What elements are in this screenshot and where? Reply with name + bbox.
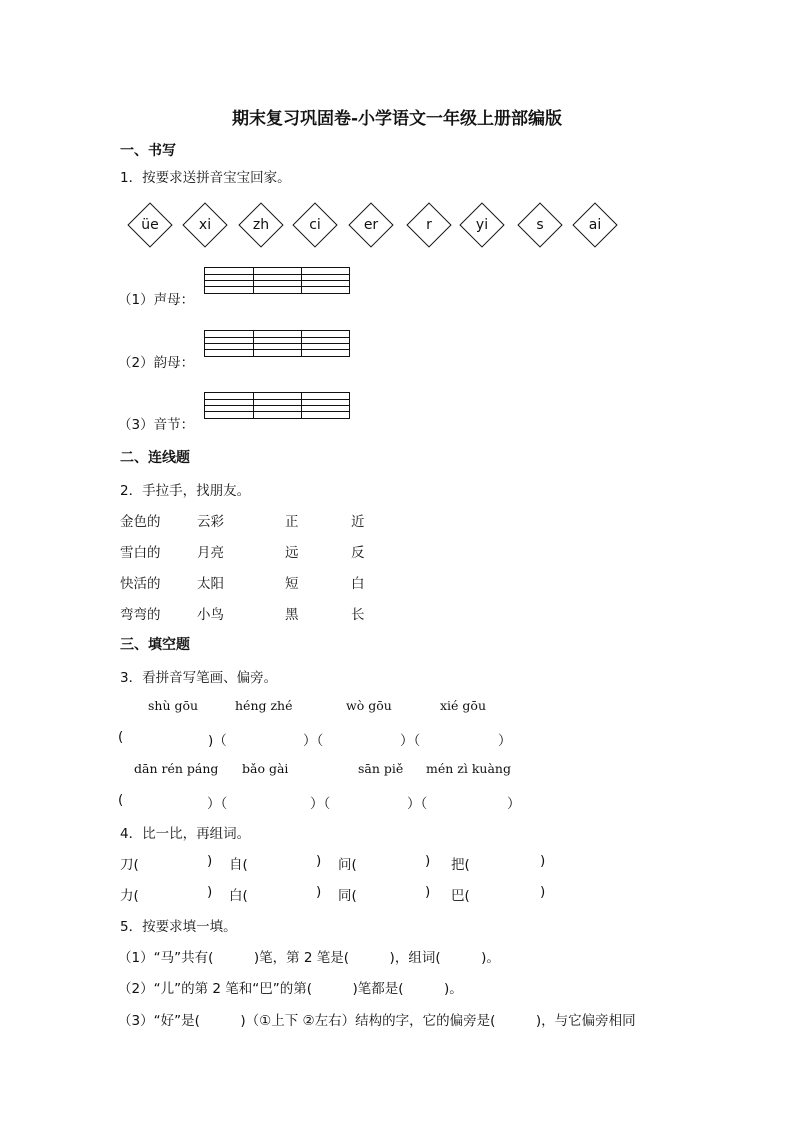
match-word[interactable]: 雪白的 [120,545,161,561]
section-heading-matching: 二、连线题 [120,450,190,466]
match-word[interactable]: 小鸟 [197,607,224,623]
pinyin-diamond: er [348,202,394,248]
answer-blank[interactable]: ） [498,733,512,749]
match-word[interactable]: 太阳 [197,576,224,592]
match-word[interactable]: 短 [285,576,299,592]
match-word[interactable]: 黑 [285,607,299,623]
match-word[interactable]: 快活的 [120,576,161,592]
compare-char: 自( [229,857,248,873]
answer-blank[interactable]: ( [118,792,124,808]
answer-blank[interactable]: ） [507,796,521,812]
pinyin-writing-grid[interactable] [204,392,350,419]
pinyin-diamond: xi [182,202,228,248]
match-word[interactable]: 反 [351,545,365,561]
answer-blank[interactable]: ) [425,884,431,900]
compare-char: 把( [451,857,470,873]
question-3: 3．看拼音写笔画、偏旁。 [120,670,278,686]
match-word[interactable]: 近 [351,514,365,530]
pinyin-diamond: r [406,202,452,248]
question-1: 1．按要求送拼音宝宝回家。 [120,170,291,186]
compare-char: 问( [338,857,357,873]
match-word[interactable]: 云彩 [197,514,224,530]
finals-label: （2）韵母： [118,355,195,371]
answer-blank[interactable]: ) [540,884,546,900]
pinyin-diamond: zh [238,202,284,248]
match-word[interactable]: 远 [285,545,299,561]
answer-blank[interactable]: ) [316,853,322,869]
pinyin-prompt: xié gōu [440,698,486,713]
section-heading-writing: 一、书写 [120,143,176,159]
answer-blank[interactable]: ) [207,853,213,869]
answer-blank[interactable]: ( [118,729,124,745]
answer-blank[interactable]: ) [425,853,431,869]
question-2: 2．手拉手，找朋友。 [120,483,251,499]
answer-blank[interactable]: ）（ [407,796,428,812]
question-5-part-2[interactable]: （2）“儿”的第 2 笔和“巴”的第( )笔都是( )。 [118,981,463,997]
pinyin-prompt: héng zhé [235,698,293,713]
match-word[interactable]: 长 [351,607,365,623]
page-title: 期末复习巩固卷-小学语文一年级上册部编版 [231,109,563,129]
pinyin-prompt: bǎo gài [242,761,289,776]
question-4: 4．比一比，再组词。 [120,826,251,842]
answer-blank[interactable]: )（ [208,733,227,749]
pinyin-writing-grid[interactable] [204,330,350,357]
syllables-label: （3）音节： [118,417,195,433]
pinyin-diamond: ci [292,202,338,248]
answer-blank[interactable]: ) [316,884,322,900]
pinyin-prompt: dān rén páng [134,761,219,776]
question-5-part-1[interactable]: （1）“马”共有( )笔，第 2 笔是( )，组词( )。 [118,950,500,966]
match-word[interactable]: 月亮 [197,545,224,561]
pinyin-diamond: ai [572,202,618,248]
initials-label: （1）声母： [118,292,195,308]
pinyin-prompt: sān piě [358,761,404,776]
compare-char: 力( [120,888,139,904]
question-5: 5．按要求填一填。 [120,919,237,935]
answer-blank[interactable]: ）（ [400,733,421,749]
pinyin-diamond: s [517,202,563,248]
match-word[interactable]: 弯弯的 [120,607,161,623]
pinyin-prompt: mén zì kuàng [426,761,511,776]
pinyin-diamond: yi [459,202,505,248]
pinyin-diamond: üe [127,202,173,248]
compare-char: 巴( [451,888,470,904]
match-word[interactable]: 白 [351,576,365,592]
answer-blank[interactable]: ) [540,853,546,869]
answer-blank[interactable]: ）（ [303,733,324,749]
compare-char: 白( [229,888,248,904]
compare-char: 刀( [120,857,139,873]
match-word[interactable]: 正 [285,514,299,530]
answer-blank[interactable]: ）（ [207,796,228,812]
pinyin-prompt: shù gōu [148,698,199,713]
answer-blank[interactable]: ) [207,884,213,900]
pinyin-writing-grid[interactable] [204,267,350,294]
compare-char: 同( [338,888,357,904]
answer-blank[interactable]: ）（ [310,796,331,812]
pinyin-prompt: wò gōu [346,698,392,713]
section-heading-fill: 三、填空题 [120,637,190,653]
match-word[interactable]: 金色的 [120,514,161,530]
question-5-part-3[interactable]: （3）“好”是( )（①上下 ②左右）结构的字，它的偏旁是( )，与它偏旁相同 [118,1013,636,1029]
